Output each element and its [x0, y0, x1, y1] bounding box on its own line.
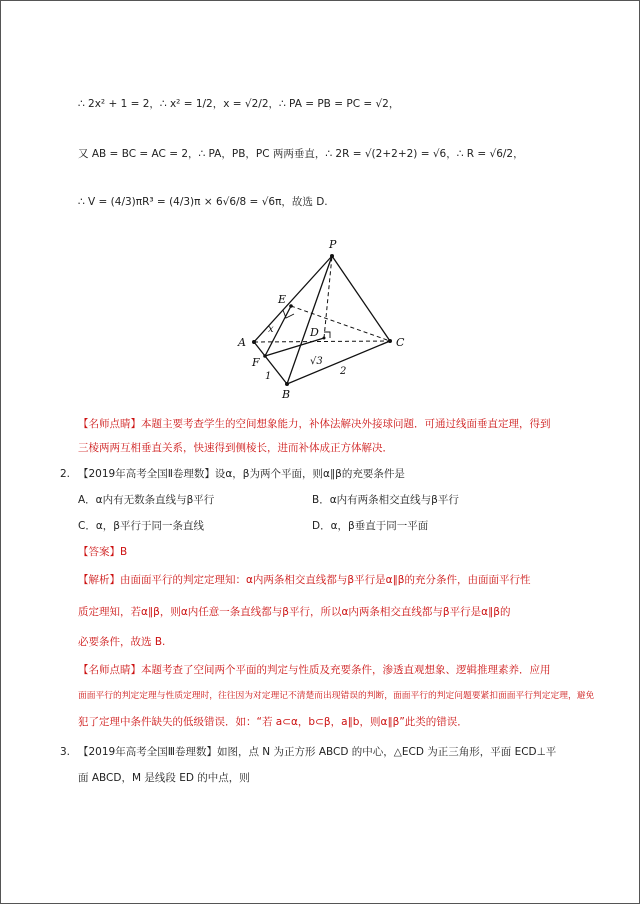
edge-AC-hidden: [254, 341, 390, 342]
q3-number: 3.: [60, 746, 71, 758]
q2-comment-line-1: 【名师点睛】本题考查了空间两个平面的判定与性质及充要条件，渗透直观想象、逻辑推理素养．应用: [78, 664, 551, 676]
q3-line-2: 面 ABCD，M 是线段 ED 的中点，则: [78, 772, 250, 784]
point-D: [323, 337, 326, 340]
vertex-P: [330, 254, 334, 258]
solution-line-3: ∴ V = (4/3)πR³ = (4/3)π × 6√6/8 = √6π，故选 D.: [78, 196, 328, 208]
edge-BC: [287, 341, 390, 384]
point-E: [289, 304, 293, 308]
q2-option-a: A．α内有无数条直线与β平行: [78, 494, 215, 506]
label-C: C: [396, 336, 405, 349]
q2-stem: 【2019年高考全国Ⅱ卷理数】设α，β为两个平面，则α∥β的充要条件是: [78, 468, 405, 480]
label-F: F: [252, 356, 260, 369]
q2-analysis-line-3: 必要条件，故选 B.: [78, 636, 166, 648]
label-B: B: [282, 388, 291, 401]
point-F: [263, 354, 267, 358]
q2-comment-line-3: 犯了定理中条件缺失的低级错误．如：“若 a⊂α，b⊂β，a∥b，则α∥β”此类的错误．: [78, 716, 468, 728]
comment1-line-2: 三棱两两互相垂直关系，快速得到侧棱长，进而补体成正方体解决．: [78, 442, 393, 454]
q2-answer: 【答案】B: [78, 546, 128, 558]
segment-EC-hidden: [291, 306, 390, 341]
q2-analysis-line-2: 质定理知，若α∥β，则α内任意一条直线都与β平行，所以α内两条相交直线都与β平行是α∥β的: [78, 606, 511, 618]
solution-line-1: ∴ 2x² + 1 = 2，∴ x² = 1/2，x = √2/2，∴ PA = PB = PC = √2，: [78, 98, 400, 110]
segment-FD: [265, 338, 324, 356]
label-2: 2: [340, 366, 347, 377]
vertex-A: [252, 340, 256, 344]
q2-option-d: D．α，β垂直于同一平面: [312, 520, 429, 532]
edge-PC: [332, 256, 390, 341]
label-E: E: [278, 293, 287, 306]
label-P: P: [329, 238, 337, 251]
comment1-line-1: 【名师点睛】本题主要考查学生的空间想象能力，补体法解决外接球问题．可通过线面垂直定理，得到: [78, 418, 551, 430]
q2-analysis-line-1: 【解析】由面面平行的判定定理知：α内两条相交直线都与β平行是α∥β的充分条件，由面面平行性: [78, 574, 531, 586]
solution-line-2: 又 AB = BC = AC = 2，∴ PA，PB，PC 两两垂直，∴ 2R = √(2+2+2) = √6，∴ R = √6/2，: [78, 148, 524, 160]
label-D: D: [310, 326, 319, 339]
q2-comment-line-2: 面面平行的判定定理与性质定理时，往往因为对定理记不清楚而出现错误的判断，面面平行的判定问题要紧扣面面平行判定定理，避免: [78, 691, 595, 701]
label-x: x: [268, 324, 274, 335]
label-sqrt3: √3: [310, 356, 323, 367]
q2-option-c: C．α，β平行于同一条直线: [78, 520, 204, 532]
tetrahedron-figure: [230, 236, 420, 406]
q3-line-1: 【2019年高考全国Ⅲ卷理数】如图，点 N 为正方形 ABCD 的中心，△ECD 为正三角形，平面 ECD⊥平: [78, 746, 557, 758]
vertex-B: [285, 382, 289, 386]
vertex-C: [388, 339, 392, 343]
q2-option-b: B．α内有两条相交直线与β平行: [312, 494, 459, 506]
label-1: 1: [265, 371, 272, 382]
edge-PA: [254, 256, 332, 342]
label-A: A: [238, 336, 246, 349]
q2-number: 2.: [60, 468, 71, 480]
